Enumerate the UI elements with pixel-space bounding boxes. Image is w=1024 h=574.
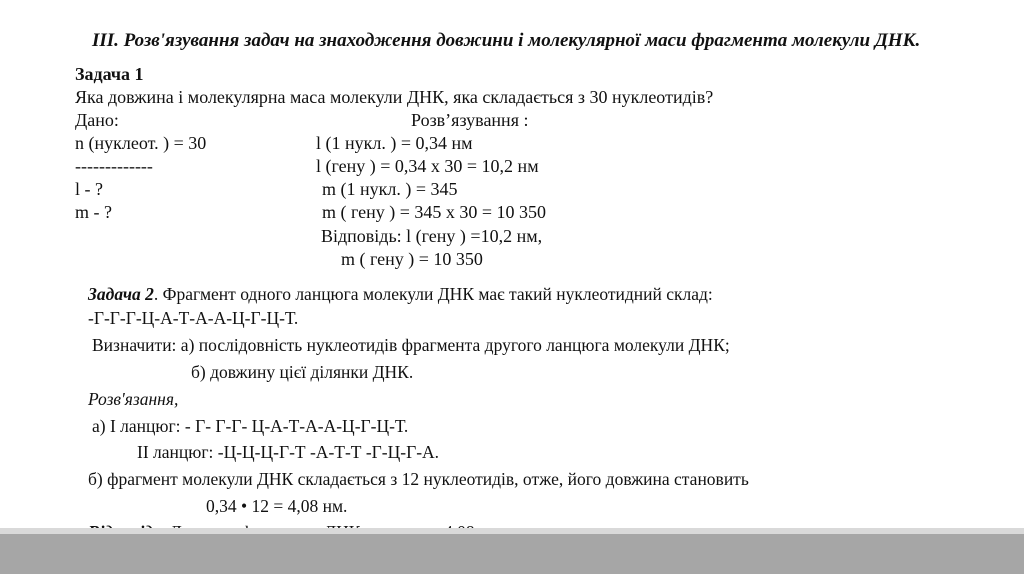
task1-heading: Задача 1 bbox=[75, 64, 144, 84]
task1-question: Яка довжина і молекулярна маса молекули ДНК, яка складається з 30 нуклеотидів? bbox=[75, 87, 714, 107]
task1-solution-label: Розв’язування : bbox=[411, 110, 529, 130]
solution-line: m (1 нукл. ) = 345 bbox=[322, 179, 458, 199]
task2-chain2: ІІ ланцюг: -Ц-Ц-Ц-Г-Т -А-Т-Т -Г-Ц-Г-А. bbox=[137, 442, 440, 462]
solution-line: l (1 нукл. ) = 0,34 нм bbox=[316, 133, 473, 153]
task2-determine: Визначити: а) послідовність нуклеотидів фрагмента другого ланцюга молекули ДНК; bbox=[92, 335, 730, 355]
given-line: ------------- bbox=[75, 156, 153, 176]
task2-heading-line bbox=[88, 281, 713, 308]
given-line: l - ? bbox=[75, 179, 103, 199]
page-title: III. Розв'язування задач на знаходження довжини і молекулярної маси фрагмента молекули ДНК. bbox=[92, 30, 921, 51]
task1-answer: Відповідь: l (гену ) =10,2 нм, bbox=[321, 226, 543, 246]
task2-solution-label: Розв'язання, bbox=[88, 389, 179, 409]
task2-heading: Задача 2 bbox=[88, 284, 154, 304]
task1-given-label: Дано: bbox=[75, 110, 119, 130]
given-line: m - ? bbox=[75, 202, 112, 222]
given-line: n (нуклеот. ) = 30 bbox=[75, 133, 207, 153]
solution-line: l (гену ) = 0,34 х 30 = 10,2 нм bbox=[316, 156, 539, 176]
task2-part-b: б) фрагмент молекули ДНК складається з 12 нуклеотидів, отже, його довжина становить bbox=[88, 469, 749, 489]
task2-calc: 0,34 • 12 = 4,08 нм. bbox=[206, 496, 348, 516]
footer-band bbox=[0, 534, 1024, 574]
task2-determine-b: б) довжину цієї ділянки ДНК. bbox=[191, 362, 414, 382]
solution-line: m ( гену ) = 345 х 30 = 10 350 bbox=[322, 202, 547, 222]
task2-chain1: а) І ланцюг: - Г- Г-Г- Ц-А-Т-А-А-Ц-Г-Ц-Т. bbox=[92, 416, 409, 436]
task2-sequence: -Г-Г-Г-Ц-А-Т-А-А-Ц-Г-Ц-Т. bbox=[88, 308, 299, 328]
task1-answer-mass: m ( гену ) = 10 350 bbox=[341, 249, 483, 269]
task2-heading-text: . Фрагмент одного ланцюга молекули ДНК має такий нуклеотидний склад: bbox=[153, 284, 713, 304]
